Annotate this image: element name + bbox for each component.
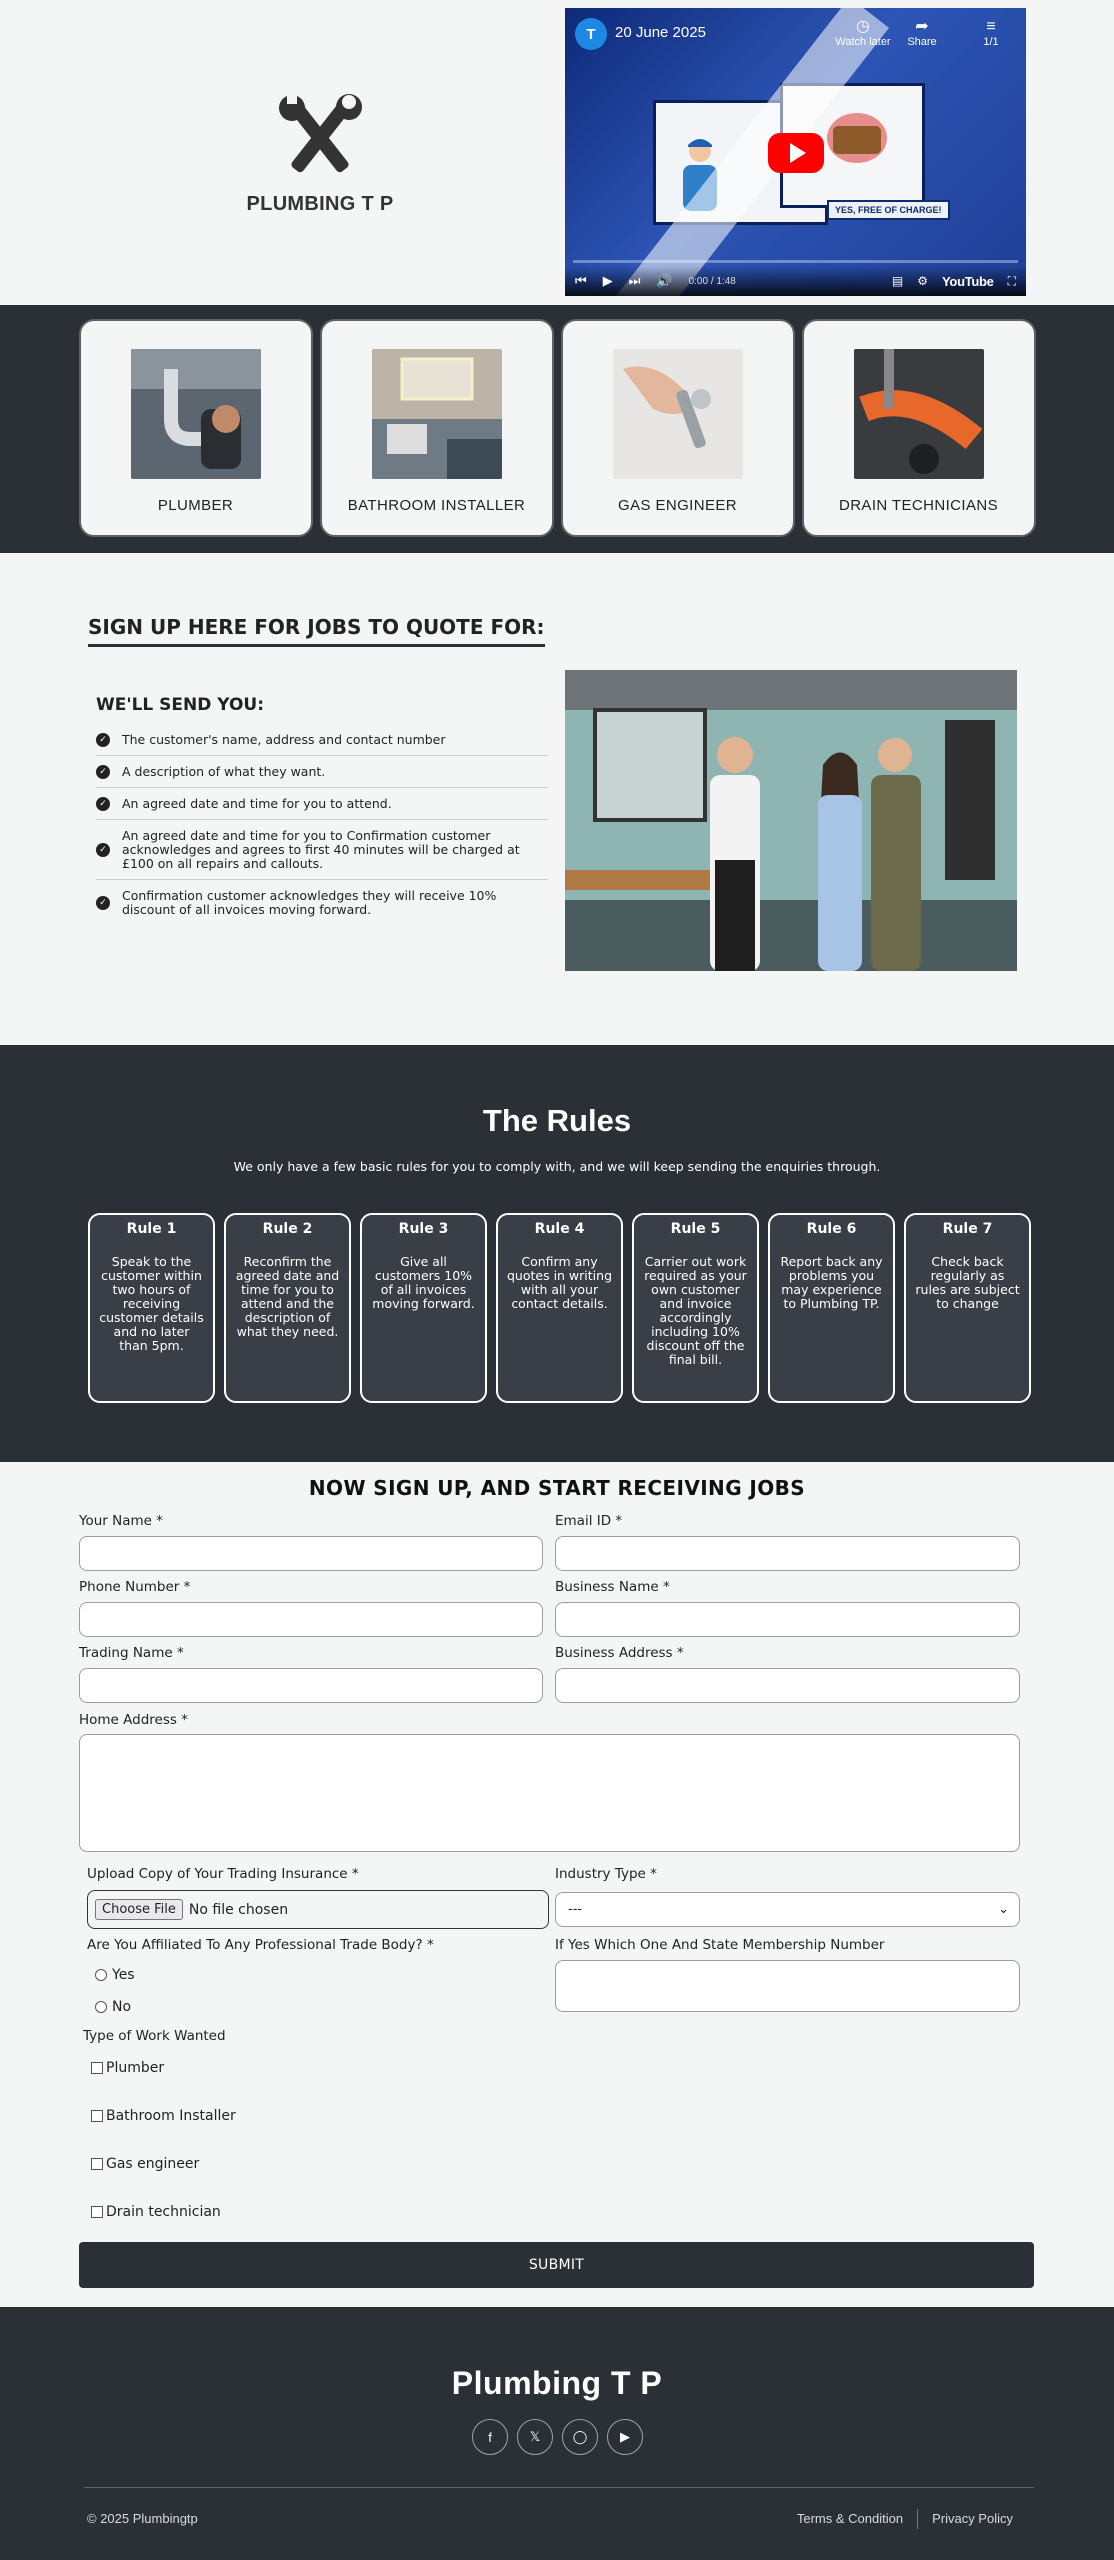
youtube-logo[interactable]: YouTube bbox=[942, 273, 994, 289]
trade-categories bbox=[0, 305, 1114, 553]
checkbox-label: Bathroom Installer bbox=[106, 2108, 236, 2124]
rules-subtitle: We only have a few basic rules for you to comply with, and we will keep sending the enquiries through. bbox=[233, 1159, 881, 1174]
phone-label: Phone Number * bbox=[79, 1579, 191, 1595]
industry-type-select[interactable] bbox=[555, 1892, 1020, 1927]
site-header bbox=[0, 0, 1114, 305]
rule-text: Report back any problems you may experience to Plumbing TP. bbox=[780, 1254, 883, 1311]
list-item bbox=[96, 880, 548, 925]
copyright: © 2025 Plumbingtp bbox=[87, 2511, 198, 2526]
list-item-text: An agreed date and time for you to attend. bbox=[122, 796, 392, 811]
choose-file-button[interactable]: Choose File bbox=[95, 1899, 183, 1920]
play-icon bbox=[790, 143, 806, 163]
list-item bbox=[96, 788, 548, 820]
category-card-plumber[interactable] bbox=[79, 319, 313, 537]
rule-card bbox=[224, 1213, 351, 1403]
business-name-input[interactable] bbox=[555, 1602, 1020, 1637]
work-checkbox-gas-engineer[interactable] bbox=[91, 2156, 199, 2172]
share-button[interactable] bbox=[892, 18, 952, 48]
file-status: No file chosen bbox=[188, 1901, 289, 1918]
wrench-tools-icon bbox=[265, 90, 375, 185]
affiliated-yes-radio[interactable] bbox=[95, 1967, 135, 1983]
membership-input[interactable] bbox=[555, 1960, 1020, 2012]
signup-info-section bbox=[0, 553, 1114, 1045]
social-links bbox=[472, 2419, 643, 2455]
list-item-text: A description of what they want. bbox=[122, 764, 326, 779]
check-circle-icon: ✓ bbox=[96, 733, 110, 747]
bathroom-photo bbox=[372, 349, 502, 479]
business-address-label: Business Address * bbox=[555, 1645, 684, 1661]
rules-heading: The Rules bbox=[482, 1103, 632, 1138]
membership-label: If Yes Which One And State Membership Number bbox=[555, 1937, 885, 1953]
settings-gear-icon[interactable]: ⚙ bbox=[917, 274, 929, 288]
rule-card bbox=[632, 1213, 759, 1403]
volume-icon[interactable]: 🔊 bbox=[656, 273, 673, 288]
gas-engineer-photo bbox=[613, 349, 743, 479]
share-label: Share bbox=[907, 36, 937, 48]
previous-icon[interactable]: ⏮ bbox=[575, 273, 587, 288]
list-item-text: An agreed date and time for you to Confirmation customer acknowledges and agrees to first 40 minutes will be charged at £100 on all repairs and callouts. bbox=[122, 828, 520, 871]
rule-title: Rule 5 bbox=[670, 1221, 721, 1237]
send-you-list bbox=[96, 724, 548, 925]
playlist-icon: ≡ bbox=[986, 18, 996, 35]
fullscreen-icon[interactable]: ⛶ bbox=[1007, 273, 1016, 288]
team-photo bbox=[565, 670, 1017, 971]
category-label: GAS ENGINEER bbox=[618, 497, 737, 514]
rules-section bbox=[0, 1045, 1114, 1462]
checkbox[interactable] bbox=[91, 2062, 103, 2074]
work-checkbox-drain-technician[interactable] bbox=[91, 2204, 221, 2220]
list-item bbox=[96, 756, 548, 788]
brand-logo[interactable] bbox=[230, 90, 410, 216]
rules-list bbox=[88, 1213, 1031, 1403]
home-address-label: Home Address * bbox=[79, 1712, 188, 1728]
your-name-input[interactable] bbox=[79, 1536, 543, 1571]
rule-title: Rule 4 bbox=[534, 1221, 585, 1237]
checkbox[interactable] bbox=[91, 2110, 103, 2122]
youtube-icon[interactable]: ▶ bbox=[607, 2419, 643, 2455]
email-label: Email ID * bbox=[555, 1513, 623, 1529]
work-checkbox-plumber[interactable] bbox=[91, 2060, 164, 2076]
video-time: 0:00 / 1:48 bbox=[688, 275, 736, 287]
rule-text: Carrier out work required as your own customer and invoice accordingly including 10% discount off the final bill. bbox=[644, 1254, 747, 1367]
play-small-icon[interactable]: ▶ bbox=[602, 273, 613, 288]
playlist-button[interactable] bbox=[961, 18, 1021, 48]
rule-title: Rule 7 bbox=[942, 1221, 993, 1237]
footer-brand: Plumbing T P bbox=[451, 2365, 663, 2401]
rule-card bbox=[496, 1213, 623, 1403]
site-footer bbox=[0, 2307, 1114, 2560]
video-progress-bar[interactable] bbox=[573, 260, 1018, 263]
industry-type-label: Industry Type * bbox=[555, 1866, 657, 1882]
category-card-bathroom-installer[interactable] bbox=[320, 319, 554, 537]
form-heading: NOW SIGN UP, AND START RECEIVING JOBS bbox=[308, 1476, 806, 1500]
work-checkbox-bathroom-installer[interactable] bbox=[91, 2108, 236, 2124]
business-address-input[interactable] bbox=[555, 1668, 1020, 1703]
drain-photo bbox=[854, 349, 984, 479]
rule-text: Speak to the customer within two hours of receiving customer details and no later than 5pm. bbox=[99, 1254, 204, 1353]
home-address-textarea[interactable] bbox=[79, 1734, 1020, 1852]
checkbox-label: Gas engineer bbox=[106, 2156, 200, 2172]
insurance-label: Upload Copy of Your Trading Insurance * bbox=[87, 1866, 359, 1882]
brand-name: PLUMBING T P bbox=[246, 193, 394, 215]
watch-later-label: Watch later bbox=[835, 36, 891, 48]
channel-avatar[interactable]: T bbox=[575, 18, 607, 50]
radio-circle[interactable] bbox=[95, 2001, 107, 2013]
list-item-text: Confirmation customer acknowledges they will receive 10% discount of all invoices moving forward. bbox=[122, 888, 497, 917]
category-label: BATHROOM INSTALLER bbox=[347, 497, 526, 514]
wallet-icon bbox=[833, 126, 881, 154]
category-card-drain-technicians[interactable] bbox=[802, 319, 1036, 537]
x-icon[interactable]: 𝕏 bbox=[517, 2419, 553, 2455]
video-title[interactable]: 20 June 2025 bbox=[615, 24, 706, 41]
list-item bbox=[96, 820, 548, 880]
rule-text: Reconfirm the agreed date and time for you to attend and the description of what they need. bbox=[235, 1254, 340, 1339]
chevron-down-icon: ⌄ bbox=[998, 1902, 1009, 1917]
footer-link-divider bbox=[917, 2509, 918, 2529]
rule-title: Rule 2 bbox=[262, 1221, 313, 1237]
playlist-count: 1/1 bbox=[983, 36, 999, 48]
trading-name-label: Trading Name * bbox=[79, 1645, 184, 1661]
watch-later-button[interactable] bbox=[833, 18, 893, 48]
send-you-heading: WE'LL SEND YOU: bbox=[96, 695, 265, 715]
category-label: PLUMBER bbox=[157, 497, 234, 514]
list-item bbox=[96, 724, 548, 756]
industry-type-value: --- bbox=[568, 1902, 583, 1917]
rule-card bbox=[88, 1213, 215, 1403]
checkbox[interactable] bbox=[91, 2206, 103, 2218]
clock-icon: ◷ bbox=[856, 18, 870, 35]
play-button[interactable] bbox=[768, 133, 824, 173]
youtube-video-player[interactable] bbox=[565, 8, 1026, 296]
terms-link[interactable]: Terms & Condition bbox=[796, 2511, 904, 2526]
category-label: DRAIN TECHNICIANS bbox=[838, 497, 999, 514]
list-item-text: The customer's name, address and contact number bbox=[122, 732, 446, 747]
rule-text: Give all customers 10% of all invoices moving forward. bbox=[372, 1254, 475, 1311]
rule-card bbox=[768, 1213, 895, 1403]
rule-title: Rule 1 bbox=[126, 1221, 177, 1237]
rule-card bbox=[904, 1213, 1031, 1403]
captions-icon[interactable]: ▤ bbox=[891, 274, 904, 288]
phone-input[interactable] bbox=[79, 1602, 543, 1637]
submit-button[interactable]: SUBMIT bbox=[79, 2242, 1034, 2288]
radio-circle[interactable] bbox=[95, 1969, 107, 1981]
video-controls bbox=[565, 266, 1026, 296]
footer-links bbox=[797, 2511, 1013, 2529]
your-name-label: Your Name * bbox=[79, 1513, 163, 1529]
trading-name-input[interactable] bbox=[79, 1668, 543, 1703]
share-icon: ➦ bbox=[915, 18, 929, 35]
video-promo-tag: YES, FREE OF CHARGE! bbox=[827, 200, 950, 220]
rule-title: Rule 6 bbox=[806, 1221, 857, 1237]
plumber-photo bbox=[131, 349, 261, 479]
rule-title: Rule 3 bbox=[398, 1221, 449, 1237]
check-circle-icon: ✓ bbox=[96, 843, 110, 857]
privacy-link[interactable]: Privacy Policy bbox=[932, 2511, 1013, 2526]
rule-card bbox=[360, 1213, 487, 1403]
instagram-icon[interactable]: ◯ bbox=[562, 2419, 598, 2455]
rule-text: Confirm any quotes in writing with all your contact details. bbox=[506, 1254, 613, 1311]
footer-divider bbox=[84, 2487, 1034, 2488]
business-name-label: Business Name * bbox=[555, 1579, 670, 1595]
work-type-label: Type of Work Wanted bbox=[83, 2028, 226, 2044]
insurance-file-input[interactable] bbox=[87, 1890, 549, 1929]
radio-label: Yes bbox=[112, 1967, 135, 1983]
radio-label: No bbox=[112, 1999, 132, 2015]
checkbox-label: Plumber bbox=[106, 2060, 165, 2076]
affiliated-label: Are You Affiliated To Any Professional Trade Body? * bbox=[87, 1937, 434, 1953]
checkbox[interactable] bbox=[91, 2158, 103, 2170]
next-icon[interactable]: ⏭ bbox=[628, 273, 641, 288]
signup-heading: SIGN UP HERE FOR JOBS TO QUOTE FOR: bbox=[88, 615, 545, 647]
check-circle-icon: ✓ bbox=[96, 797, 110, 811]
check-circle-icon: ✓ bbox=[96, 765, 110, 779]
affiliated-no-radio[interactable] bbox=[95, 1999, 131, 2015]
facebook-icon[interactable]: f bbox=[472, 2419, 508, 2455]
rule-text: Check back regularly as rules are subject to change bbox=[915, 1254, 1020, 1311]
check-circle-icon: ✓ bbox=[96, 896, 110, 910]
signup-form bbox=[0, 1462, 1114, 2307]
checkbox-label: Drain technician bbox=[106, 2204, 221, 2220]
email-input[interactable] bbox=[555, 1536, 1020, 1571]
category-card-gas-engineer[interactable] bbox=[561, 319, 795, 537]
